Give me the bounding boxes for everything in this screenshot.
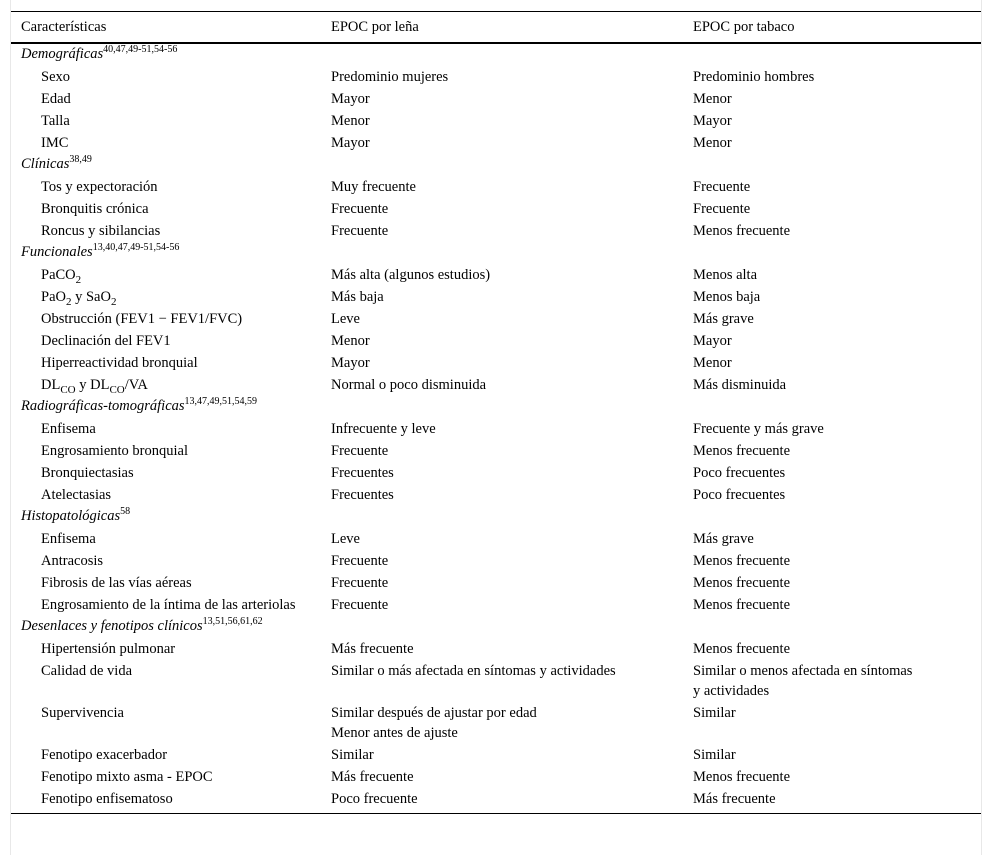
table-row <box>11 528 981 550</box>
cell-tabaco: Menos frecuente <box>693 553 791 569</box>
group-title: Radiográficas-tomográficas <box>21 398 185 414</box>
row-label-pao2: PaO$_2$ y SaO$_2$ <box>41 289 117 308</box>
row-label: Supervivencia <box>41 705 124 721</box>
group-title: Histopatológicas <box>21 508 121 524</box>
cell-lena: Frecuente <box>331 443 389 459</box>
cell-lena: Infrecuente y leve <box>331 421 436 437</box>
cell-lena: Similar o más afectada en síntomas y actividades <box>331 663 616 679</box>
table-row <box>11 418 981 440</box>
cell-tabaco: Menor <box>693 91 732 107</box>
group-row <box>11 396 981 418</box>
row-label: Fenotipo enfisematoso <box>41 791 173 807</box>
group-title: Desenlaces y fenotipos clínicos <box>21 618 203 634</box>
cell-tabaco: Similar <box>693 747 736 763</box>
cell-line: Similar después de ajustar por edad <box>331 705 537 721</box>
cell-tabaco: Frecuente y más grave <box>693 421 824 437</box>
cell-tabaco: Menos frecuente <box>693 223 791 239</box>
cell-tabaco: Más frecuente <box>693 791 776 807</box>
table-row <box>11 176 981 198</box>
table-row <box>11 702 981 744</box>
row-label: Engrosamiento de la íntima de las arteriolas <box>41 597 296 613</box>
table-row <box>11 744 981 766</box>
row-label: Calidad de vida <box>41 663 133 679</box>
cell-tabaco: Menos frecuente <box>693 641 791 657</box>
header-caracteristicas: Características <box>21 19 107 35</box>
cell-lena: Mayor <box>331 91 370 107</box>
row-label: Edad <box>41 91 71 107</box>
cell-lena: Menor <box>331 113 370 129</box>
cell-lena: Mayor <box>331 135 370 151</box>
row-label: Atelectasias <box>41 487 112 503</box>
header-epoc-lena: EPOC por leña <box>331 19 419 35</box>
cell-tabaco: Menos frecuente <box>693 597 791 613</box>
row-label: Antracosis <box>41 553 104 569</box>
group-row <box>11 616 981 638</box>
table-row <box>11 572 981 594</box>
cell-lena: Frecuente <box>331 223 389 239</box>
table-row <box>11 110 981 132</box>
group-refs: 13,40,47,49-51,54-56 <box>92 242 180 253</box>
table-row <box>11 330 981 352</box>
cell-lena: Muy frecuente <box>331 179 416 195</box>
row-label: Talla <box>41 113 70 129</box>
cell-tabaco: Mayor <box>693 113 732 129</box>
cell-lena: Poco frecuente <box>331 791 418 807</box>
table-row <box>11 308 981 330</box>
cell-lena: Leve <box>331 531 360 547</box>
header-epoc-tabaco: EPOC por tabaco <box>693 19 795 35</box>
cell-tabaco: Mayor <box>693 333 732 349</box>
table-row <box>11 788 981 814</box>
group-refs: 38,49 <box>69 154 92 165</box>
table-row <box>11 198 981 220</box>
row-label: Roncus y sibilancias <box>41 223 161 239</box>
table-row <box>11 66 981 88</box>
group-title: Clínicas <box>21 156 70 172</box>
table-row <box>11 352 981 374</box>
cell-lena: Normal o poco disminuida <box>331 377 487 393</box>
group-row <box>11 506 981 528</box>
table-row <box>11 484 981 506</box>
table-row <box>11 88 981 110</box>
table-row <box>11 638 981 660</box>
group-refs: 13,51,56,61,62 <box>202 616 263 627</box>
row-label-paco2: PaCO$_2$ <box>41 267 82 286</box>
table-row <box>11 132 981 154</box>
row-label-dlco: $DL_{CO}$ y $DL_{CO}/VA$ <box>41 377 148 396</box>
cell-tabaco: Poco frecuentes <box>693 487 786 503</box>
row-label: Engrosamiento bronquial <box>41 443 188 459</box>
group-row <box>11 43 981 66</box>
row-label: Tos y expectoración <box>41 179 158 195</box>
cell-lena: Mayor <box>331 355 370 371</box>
group-refs: 40,47,49-51,54-56 <box>103 44 178 55</box>
cell-lena: Más baja <box>331 289 384 305</box>
cell-lena: Frecuente <box>331 553 389 569</box>
cell-tabaco: Menor <box>693 355 732 371</box>
group-row <box>11 154 981 176</box>
table-row <box>11 264 981 286</box>
group-refs: 58 <box>120 506 131 517</box>
row-label: Obstrucción (FEV1 − FEV1/FVC) <box>41 311 243 327</box>
group-row <box>11 242 981 264</box>
cell-tabaco: Más grave <box>693 311 754 327</box>
cell-line: Menor antes de ajuste <box>331 725 458 741</box>
cell-lena: Leve <box>331 311 360 327</box>
cell-tabaco: Más disminuida <box>693 377 787 393</box>
row-label: Fenotipo mixto asma - EPOC <box>41 769 213 785</box>
cell-lena: Más frecuente <box>331 641 414 657</box>
cell-tabaco: Predominio hombres <box>693 69 815 85</box>
cell-tabaco: Menos baja <box>693 289 761 305</box>
row-label: Hiperreactividad bronquial <box>41 355 198 371</box>
cell-lena: Frecuente <box>331 575 389 591</box>
cell-tabaco: Menos frecuente <box>693 769 791 785</box>
cell-lena: Similar <box>331 747 374 763</box>
row-label: Enfisema <box>41 531 96 547</box>
cell-tabaco: Similar o menos afectada en síntomas y actividades <box>693 663 913 699</box>
cell-tabaco: Menos frecuente <box>693 575 791 591</box>
cell-lena: Frecuentes <box>331 487 394 503</box>
table-row <box>11 550 981 572</box>
cell-lena <box>331 702 693 744</box>
group-title: Demográficas <box>21 46 104 62</box>
header-row <box>11 12 981 44</box>
row-label: Fibrosis de las vías aéreas <box>41 575 192 591</box>
row-label: Bronquitis crónica <box>41 201 149 217</box>
table-row <box>11 440 981 462</box>
cell-tabaco: Poco frecuentes <box>693 465 786 481</box>
table-row <box>11 766 981 788</box>
cell-tabaco: Más grave <box>693 531 754 547</box>
cell-tabaco: Frecuente <box>693 201 751 217</box>
table-row <box>11 462 981 484</box>
cell-tabaco: Similar <box>693 705 736 721</box>
cell-tabaco: Menos frecuente <box>693 443 791 459</box>
cell-tabaco: Menos alta <box>693 267 758 283</box>
comparison-table <box>11 11 981 814</box>
row-label: Bronquiectasias <box>41 465 134 481</box>
table-row <box>11 220 981 242</box>
group-refs: 13,47,49,51,54,59 <box>184 396 258 407</box>
group-title: Funcionales <box>21 244 93 260</box>
cell-lena: Frecuente <box>331 597 389 613</box>
cell-lena: Más alta (algunos estudios) <box>331 267 491 283</box>
row-label: Hipertensión pulmonar <box>41 641 176 657</box>
cell-lena: Más frecuente <box>331 769 414 785</box>
cell-lena: Frecuentes <box>331 465 394 481</box>
cell-lena: Menor <box>331 333 370 349</box>
table-row <box>11 594 981 616</box>
row-label: Enfisema <box>41 421 96 437</box>
row-label: Sexo <box>41 69 70 85</box>
table-row <box>11 660 981 702</box>
row-label: Declinación del FEV1 <box>41 333 171 349</box>
cell-tabaco: Menor <box>693 135 732 151</box>
row-label: Fenotipo exacerbador <box>41 747 168 763</box>
cell-lena: Predominio mujeres <box>331 69 449 85</box>
table-row <box>11 286 981 308</box>
cell-lena: Frecuente <box>331 201 389 217</box>
cell-tabaco: Frecuente <box>693 179 751 195</box>
table-row <box>11 374 981 396</box>
row-label: IMC <box>41 135 69 151</box>
